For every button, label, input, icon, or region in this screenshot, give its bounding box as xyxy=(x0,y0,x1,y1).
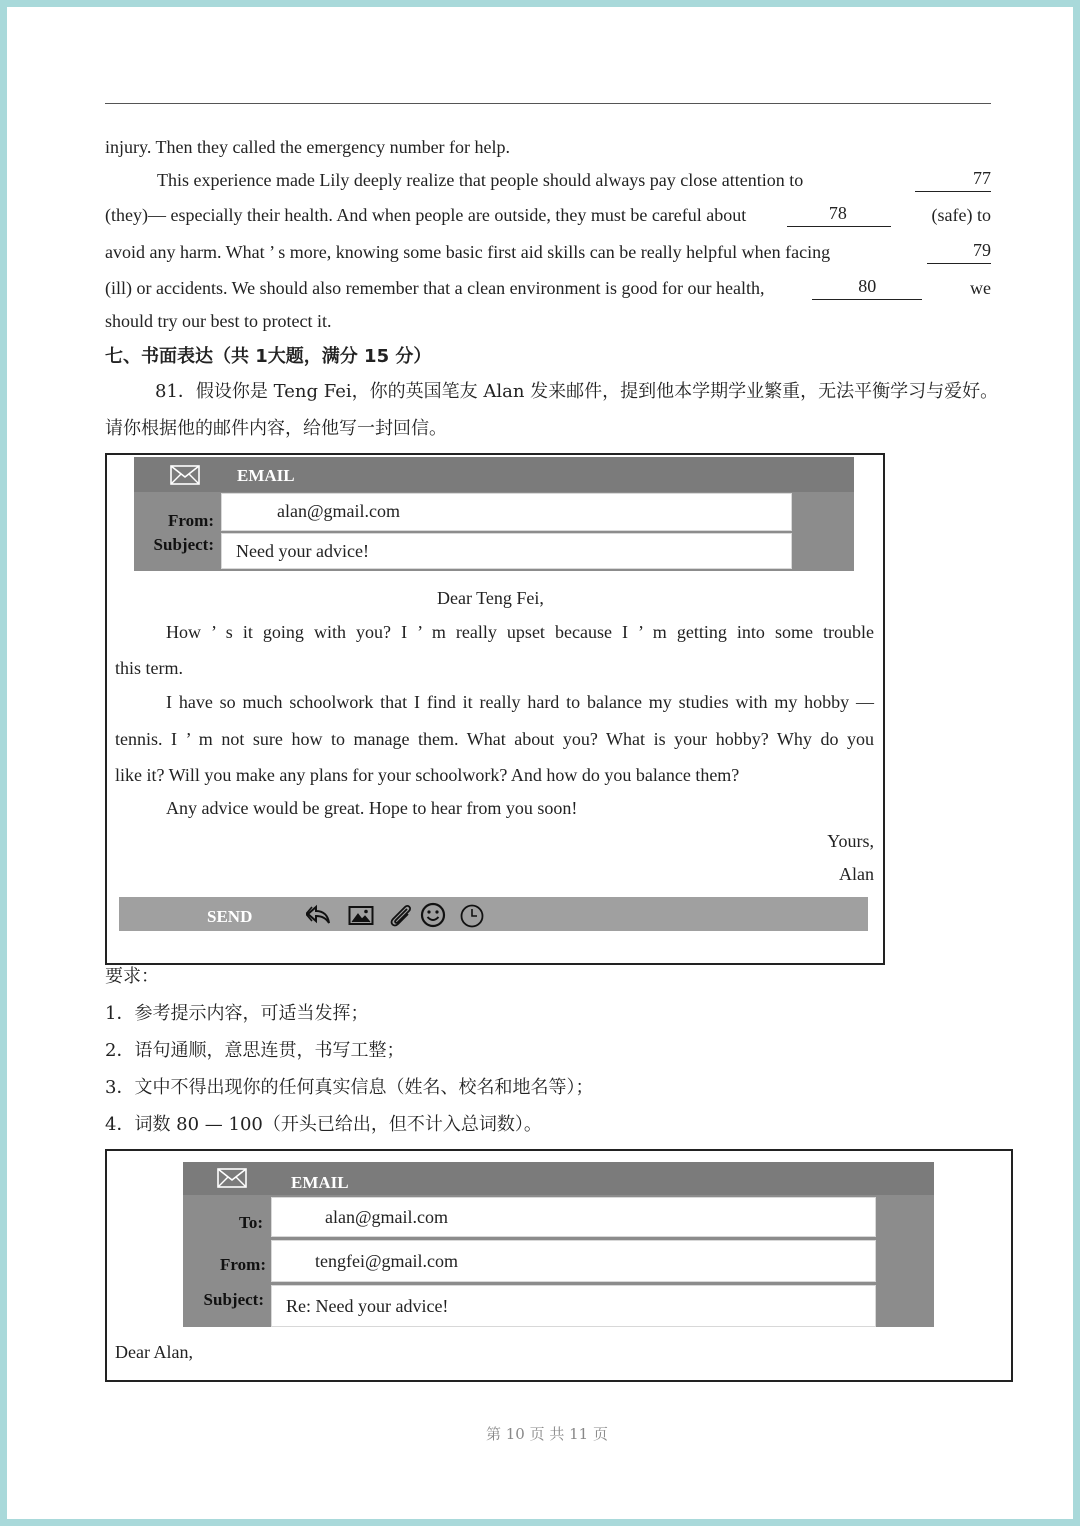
subject-field: Re: Need your advice! xyxy=(271,1285,876,1327)
blank-78-number: 78 xyxy=(828,203,847,223)
passage-line-2 xyxy=(157,168,991,192)
requirements-heading: 要求： xyxy=(105,966,159,987)
passage-line-4 xyxy=(105,240,991,264)
from-field: tengfei@gmail.com xyxy=(271,1240,876,1282)
incoming-email-header xyxy=(134,457,854,492)
from-label: From: xyxy=(168,511,214,530)
reply-email-header xyxy=(183,1162,934,1195)
requirement-4: 4．词数 80 — 100（开头已给出，但不计入总词数）。 xyxy=(105,1114,542,1135)
email1-p1-line1: How ’ s it going with you? I ’ m really upset because I ’ m getting into some trouble xyxy=(166,622,874,642)
blank-80-number: 80 xyxy=(858,276,877,296)
prompt-line-2: 请你根据他的邮件内容，给他写一封回信。 xyxy=(105,418,447,439)
email1-p3: Any advice would be great. Hope to hear from you soon! xyxy=(166,798,578,818)
mail-icon xyxy=(217,1168,247,1193)
passage-line-4-text: avoid any harm. What ’ s more, knowing some basic first aid skills can be really helpful when facing xyxy=(105,242,831,262)
email-header-label: EMAIL xyxy=(237,466,295,485)
header-rule xyxy=(105,103,991,104)
email1-greeting: Dear Teng Fei, xyxy=(437,588,544,608)
section-title: 七、书面表达（共 1大题，满分 15 分） xyxy=(105,346,432,367)
reply-icon[interactable] xyxy=(306,904,332,931)
blank-77: 77 xyxy=(915,168,991,192)
subject-field: Need your advice! xyxy=(221,533,792,569)
to-label: To: xyxy=(239,1213,263,1232)
image-icon[interactable] xyxy=(348,904,374,931)
passage-line-1: injury. Then they called the emergency number for help. xyxy=(105,137,511,157)
blank-80 xyxy=(812,276,922,300)
email1-p1-line2: this term. xyxy=(115,658,183,678)
prompt-line-1: 81．假设你是 Teng Fei，你的英国笔友 Alan 发来邮件，提到他本学期学业繁重，无法平衡学习与爱好。 xyxy=(155,381,999,402)
blank-79: 79 xyxy=(927,240,991,264)
passage-line-2-text: This experience made Lily deeply realize that people should always pay close attention to xyxy=(157,170,804,190)
send-toolbar xyxy=(119,897,868,931)
requirement-2: 2．语句通顺，意思连贯，书写工整； xyxy=(105,1040,405,1061)
page-number: 第 10 页 共 11 页 xyxy=(485,1425,608,1443)
to-field: alan@gmail.com xyxy=(271,1197,876,1237)
passage-line-5-end: we xyxy=(969,278,991,298)
clock-icon[interactable] xyxy=(458,904,486,933)
from-field: alan@gmail.com xyxy=(221,493,792,531)
email-header-label: EMAIL xyxy=(291,1173,349,1192)
email1-p2-line2: tennis. I ’ m not sure how to manage them. What about you? What is your hobby? Why do you xyxy=(115,729,874,749)
requirement-1: 1．参考提示内容，可适当发挥； xyxy=(105,1003,369,1024)
mail-icon xyxy=(170,465,200,490)
passage-line-5 xyxy=(105,276,991,300)
emoji-icon[interactable] xyxy=(420,902,446,933)
requirement-3: 3．文中不得出现你的任何真实信息（姓名、校名和地名等）； xyxy=(105,1077,594,1098)
blank-78 xyxy=(787,203,891,227)
reply-greeting: Dear Alan, xyxy=(115,1342,193,1362)
subject-label: Subject: xyxy=(203,1290,264,1309)
email1-closing: Yours, xyxy=(827,831,874,851)
send-button[interactable]: SEND xyxy=(207,907,253,926)
email1-signature: Alan xyxy=(839,864,874,884)
email1-p2-line3: like it? Will you make any plans for your schoolwork? And how do you balance them? xyxy=(115,765,740,785)
email1-p2-line1: I have so much schoolwork that I find it really hard to balance my studies with my hobby — xyxy=(166,692,874,712)
passage-line-3-text: (they)— especially their health. And when people are outside, they must be careful about xyxy=(105,205,747,225)
subject-label: Subject: xyxy=(153,535,214,554)
passage-line-6: should try our best to protect it. xyxy=(105,311,332,331)
passage-line-3 xyxy=(105,203,991,227)
attachment-icon[interactable] xyxy=(388,904,414,933)
from-label: From: xyxy=(220,1255,266,1274)
passage-line-5-text: (ill) or accidents. We should also remember that a clean environment is good for our health, xyxy=(105,278,765,298)
passage-line-3-end: (safe) to xyxy=(931,205,991,225)
